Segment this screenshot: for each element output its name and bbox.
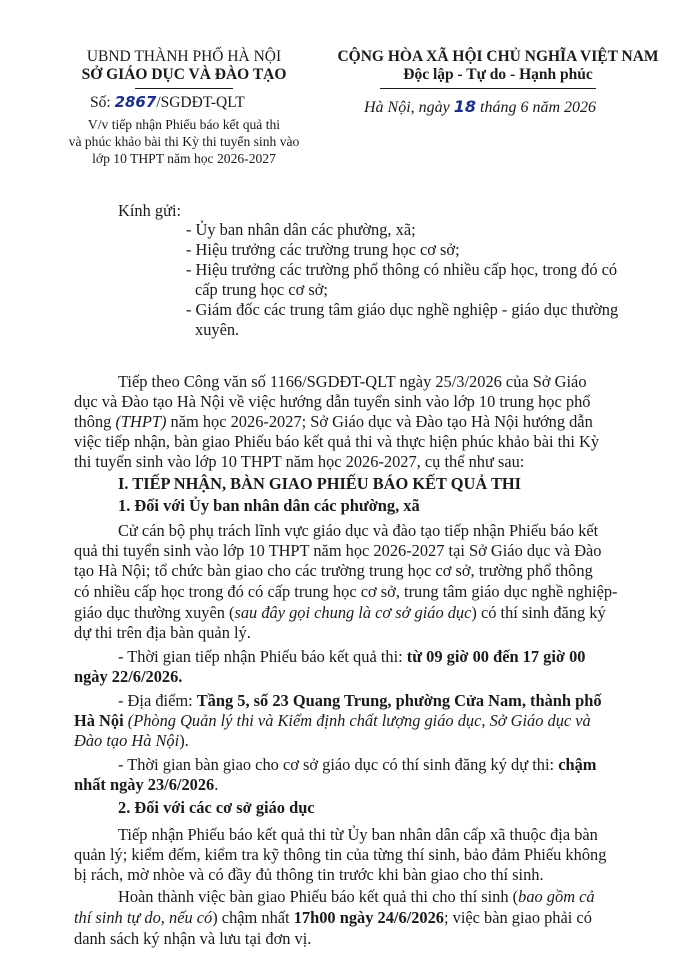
receive-time-value: từ 09 giờ 00 đến 17 giờ 00 bbox=[406, 647, 586, 666]
agency-name: UBND THÀNH PHỐ HÀ NỘI bbox=[86, 48, 282, 65]
p3-deadline: 17h00 ngày 24/6/2026 bbox=[293, 908, 444, 927]
p1-line-5b: sau đây gọi chung là cơ sở giáo dục bbox=[234, 603, 472, 622]
p3-line-3: danh sách ký nhận và lưu tại đơn vị. bbox=[74, 929, 312, 948]
p3-line-2d: ; việc bàn giao phải có bbox=[443, 908, 592, 927]
recipient-1: - Ủy ban nhân dân các phường, xã; bbox=[186, 220, 416, 239]
date-suffix: tháng 6 năm 2026 bbox=[480, 99, 597, 116]
place-address: Tầng 5, số 23 Quang Trung, phường Cửa Nam, thành phố bbox=[196, 691, 602, 710]
intro-line-3a: thông bbox=[74, 412, 116, 431]
p3-line-2b: ) chậm nhất bbox=[212, 908, 294, 927]
p1-line-5a: giáo dục thường xuyên ( bbox=[74, 603, 235, 622]
p3-line-1b: bao gồm cả bbox=[518, 887, 595, 906]
handover-deadline-1: chậm bbox=[558, 755, 597, 774]
recipient-2: - Hiệu trưởng các trường trung học cơ sở; bbox=[186, 240, 460, 259]
date-prefix: Hà Nội, ngày bbox=[364, 99, 450, 116]
p3-line-1a: Hoàn thành việc bàn giao Phiếu báo kết quả thi cho thí sinh ( bbox=[118, 887, 519, 906]
document-number bbox=[90, 93, 245, 112]
subject-line-1: V/v tiếp nhận Phiếu báo kết quả thi bbox=[87, 117, 281, 132]
p1-line-1: Cử cán bộ phụ trách lĩnh vực giáo dục và đào tạo tiếp nhận Phiếu báo kết bbox=[118, 521, 599, 540]
p1-line-4: có nhiều cấp học trong đó có cấp trung học cơ sở, trung tâm giáo dục nghề nghiệp- bbox=[74, 582, 618, 601]
place-line-1 bbox=[118, 691, 602, 710]
intro-line-3b: (THPT) bbox=[115, 412, 167, 431]
issue-date bbox=[364, 97, 596, 117]
department-underline bbox=[135, 88, 233, 89]
section-1-heading: I. TIẾP NHẬN, BÀN GIAO PHIẾU BÁO KẾT QUẢ THI bbox=[118, 474, 522, 493]
doc-no-suffix: /SGDĐT-QLT bbox=[156, 94, 245, 111]
doc-no-prefix: Số: bbox=[90, 94, 111, 111]
intro-line-5: thi tuyển sinh vào lớp 10 THPT năm học 2026-2027, cụ thể như sau: bbox=[74, 452, 525, 471]
recipient-3a: - Hiệu trưởng các trường phổ thông có nhiều cấp học, trong đó có bbox=[186, 260, 618, 279]
receive-time-date: ngày 22/6/2026. bbox=[74, 667, 183, 686]
handover-deadline-2: nhất ngày 23/6/2026 bbox=[74, 775, 215, 794]
national-title: CỘNG HÒA XÃ HỘI CHỦ NGHĨA VIỆT NAM bbox=[337, 48, 659, 65]
subject-line-2: và phúc khảo bài thi Kỳ thi tuyển sinh vào bbox=[68, 134, 300, 149]
p1-line-5 bbox=[74, 603, 606, 622]
place-end: ). bbox=[179, 731, 189, 750]
place-line-2 bbox=[74, 711, 591, 730]
intro-line-1: Tiếp theo Công văn số 1166/SGDĐT-QLT ngày 25/3/2026 của Sở Giáo bbox=[118, 372, 587, 391]
handover-line-1 bbox=[118, 755, 596, 774]
p1-line-2: quả thi tuyển sinh vào lớp 10 THPT năm học 2026-2027 tại Sở Giáo dục và Đào bbox=[74, 541, 602, 560]
intro-line-3 bbox=[74, 412, 593, 431]
intro-line-4: việc tiếp nhận, bàn giao Phiếu báo kết quả thi và thực hiện phúc khảo bài thi Kỳ bbox=[74, 432, 600, 451]
p2-line-1: Tiếp nhận Phiếu báo kết quả thi từ Ủy ban nhân dân cấp xã thuộc địa bàn bbox=[118, 825, 598, 844]
handover-line-2 bbox=[74, 775, 218, 794]
department-name: SỞ GIÁO DỤC VÀ ĐÀO TẠO bbox=[81, 66, 287, 83]
handover-end: . bbox=[214, 775, 219, 794]
place-line-3 bbox=[74, 731, 189, 750]
receive-time-label: - Thời gian tiếp nhận Phiếu báo kết quả thi: bbox=[118, 647, 407, 666]
handover-label: - Thời gian bàn giao cho cơ sở giáo dục có thí sinh đăng ký dự thi: bbox=[118, 755, 559, 774]
receive-time-line-1 bbox=[118, 647, 585, 666]
place-office: (Phòng Quản lý thi và Kiểm định chất lượng giáo dục, Sở Giáo dục và bbox=[123, 711, 591, 730]
intro-line-3c: năm học 2026-2027; Sở Giáo dục và Đào tạo Hà Nội hướng dẫn bbox=[166, 412, 593, 431]
recipient-4b: xuyên. bbox=[195, 320, 240, 339]
p2-line-2: quản lý; kiểm đếm, kiểm tra kỹ thông tin của từng thí sinh, bảo đảm Phiếu không bbox=[74, 845, 607, 864]
doc-no-handwritten: 2867 bbox=[114, 93, 157, 111]
subsection-2-heading: 2. Đối với các cơ sở giáo dục bbox=[118, 798, 315, 817]
p3-line-1 bbox=[118, 887, 595, 906]
recipient-3b: cấp trung học cơ sở; bbox=[195, 280, 328, 299]
recipient-4a: - Giám đốc các trung tâm giáo dục nghề nghiệp - giáo dục thường bbox=[186, 300, 619, 319]
p1-line-5c: ) có thí sinh đăng ký bbox=[471, 603, 606, 622]
p1-line-6: dự thi trên địa bàn quản lý. bbox=[74, 623, 251, 642]
intro-line-2: dục và Đào tạo Hà Nội về việc hướng dẫn tuyển sinh vào lớp 10 trung học phổ bbox=[74, 392, 591, 411]
place-label: - Địa điểm: bbox=[118, 691, 197, 710]
motto-underline bbox=[380, 88, 596, 89]
p1-line-3: tạo Hà Nội; tổ chức bàn giao cho các trường trung học cơ sở, trường phổ thông bbox=[74, 561, 593, 580]
place-dept: Đào tạo Hà Nội bbox=[74, 731, 180, 750]
subject-line-3: lớp 10 THPT năm học 2026-2027 bbox=[92, 151, 276, 166]
national-motto: Độc lập - Tự do - Hạnh phúc bbox=[403, 66, 593, 83]
recipients-label: Kính gửi: bbox=[118, 201, 182, 220]
p2-line-3: bị rách, mờ nhòe và có đầy đủ thông tin trước khi bàn giao cho thí sinh. bbox=[74, 865, 544, 884]
place-city: Hà Nội bbox=[74, 711, 124, 730]
p3-line-2 bbox=[74, 908, 592, 927]
date-day-handwritten: 18 bbox=[453, 97, 477, 116]
p3-line-2a: thí sinh tự do, nếu có bbox=[74, 908, 213, 927]
subsection-1-heading: 1. Đối với Ủy ban nhân dân các phường, xã bbox=[118, 496, 420, 515]
